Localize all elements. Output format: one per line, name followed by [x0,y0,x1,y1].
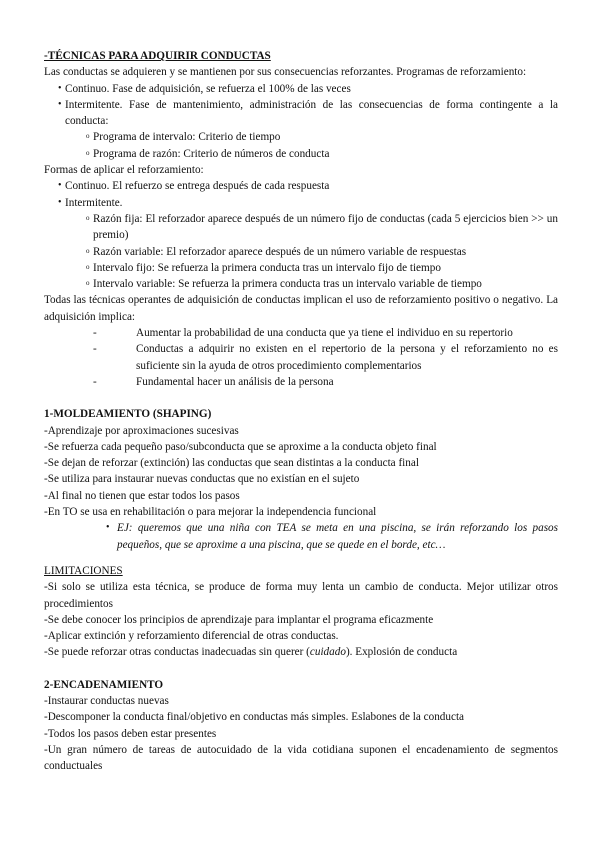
sub-bullet-item: o Razón variable: El reforzador aparece después de un número variable de respuestas [44,244,558,260]
text-line: -Se utiliza para instaurar nuevas conductas que no existían en el sujeto [44,473,360,486]
text-line: -En TO se usa en rehabilitación o para mejorar la independencia funcional [44,506,377,519]
text-fragment: -Se puede reforzar otras conductas inadecuadas sin querer ( [44,646,310,659]
text-fragment: ). Explosión de conducta [345,646,458,659]
text-line: -Todos los pasos deben estar presentes [44,727,217,740]
paragraph-formas: Formas de aplicar el reforzamiento: [44,164,204,177]
sub-bullet-item: o Razón fija: El reforzador aparece después de un número fijo de conductas (cada 5 ejercicios bien >> un premio) [44,211,558,244]
text-line: -Si solo se utiliza esta técnica, se produce de forma muy lenta un cambio de conducta. Mejor utilizar otros procedimientos [44,581,558,610]
bullet-item: • Continuo. Fase de adquisición, se refuerza el 100% de las veces [44,81,558,97]
text-line [44,644,558,660]
dash-item: - Aumentar la probabilidad de una conducta que ya tiene el individuo en su repertorio [44,325,558,341]
section-title-limitaciones: LIMITACIONES [44,564,123,577]
sub-bullet-item: o Intervalo variable: Se refuerza la primera conducta tras un intervalo variable de tiempo [44,276,558,292]
sub-bullet-item: o Programa de razón: Criterio de números de conducta [44,146,558,162]
section-title-tecnicas: -TÉCNICAS PARA ADQUIRIR CONDUCTAS [44,50,271,62]
text-line: -Aplicar extinción y reforzamiento diferencial de otras conductas. [44,630,339,643]
paragraph-intro: Las conductas se adquieren y se mantienen por sus consecuencias reforzantes. Programas de reforzamiento: [44,66,527,79]
sub-bullet-item: o Programa de intervalo: Criterio de tiempo [44,129,558,145]
text-line: -Instaurar conductas nuevas [44,694,169,707]
section-title-moldeamiento: 1-MOLDEAMIENTO (SHAPING) [44,408,212,421]
text-line: -Descomponer la conducta final/objetivo en conductas más simples. Eslabones de la conducta [44,711,465,724]
text-line: -Se debe conocer los principios de aprendizaje para implantar el programa eficazmente [44,613,434,626]
text-line: -Un gran número de tareas de autocuidado de la vida cotidiana suponen el encadenamiento de segmentos conductuales [44,743,558,773]
text-line: -Al final no tienen que estar todos los pasos [44,489,240,502]
bullet-item: • Continuo. El refuerzo se entrega después de cada respuesta [44,178,558,194]
sub-bullet-item: o Intervalo fijo: Se refuerza la primera conducta tras un intervalo fijo de tiempo [44,260,558,276]
section-title-encadenamiento: 2-ENCADENAMIENTO [44,678,164,691]
example-item: • EJ: queremos que una niña con TEA se meta en una piscina, se irán reforzando los pasos pequeños, que se aproxime a una piscina, que se quede en el borde, etc… [44,520,558,553]
text-line: -Se refuerza cada pequeño paso/subconducta que se aproxime a la conducta objeto final [44,440,437,453]
paragraph-operantes: Todas las técnicas operantes de adquisición de conductas implican el uso de reforzamiento positivo o negativo. La adquisición implica: [44,294,558,323]
text-line: -Aprendizaje por aproximaciones sucesivas [44,424,239,437]
dash-item: - Conductas a adquirir no existen en el repertorio de la persona y el reforzamiento no es suficiente sin la ayuda de otros procedimiento complementarios [44,341,558,374]
text-line: -Se dejan de reforzar (extinción) las conductas que sean distintas a la conducta final [44,457,419,470]
bullet-item: • Intermitente. [44,195,558,211]
dash-item: - Fundamental hacer un análisis de la persona [44,374,558,390]
document-page [44,48,558,774]
text-fragment-italic: cuidado [309,646,346,659]
bullet-item: • Intermitente. Fase de mantenimiento, administración de las consecuencias de forma contingente a la conducta: [44,97,558,130]
